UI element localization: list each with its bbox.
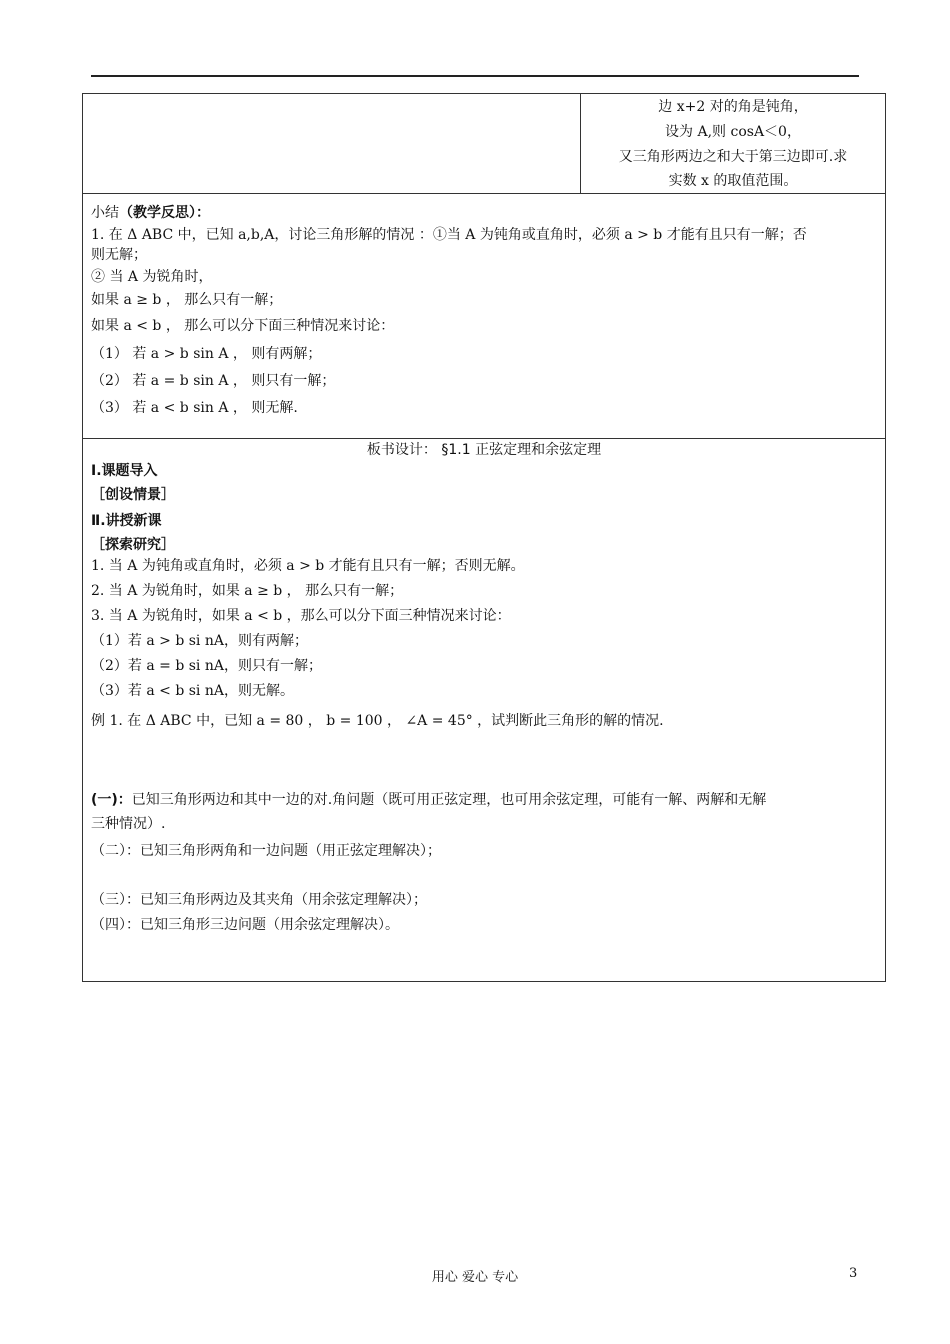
top-right-line: 实数 x 的取值范围。 [668,173,798,189]
section-subheading: ［创设情景］ [91,487,175,503]
summary-heading: 小结（教学反思）： [91,205,210,221]
board-point: 3. 当 A 为锐角时，如果 a < b ，那么可以分下面三种情况来讨论： [91,608,511,624]
footer-text: 用心 爱心 专心 [431,1270,519,1285]
board-case: （3）若 a < b si nA，则无解。 [91,683,294,699]
top-right-line: 边 x+2 对的角是钝角， [658,99,808,115]
summary-case: （1） 若 a > b sin A ， 则有两解； [91,346,322,362]
type-4: （四）：已知三角形三边问题（用余弦定理解决）。 [91,917,399,933]
top-left-cell [82,93,581,194]
type-1: (一)：已知三角形两边和其中一边的对.角问题（既可用正弦定理，也可用余弦定理，可能有一解、两解和无解 [91,792,767,808]
summary-line: 如果 a ≥ b ， 那么只有一解； [91,292,283,308]
type-3: （三）：已知三角形两边及其夹角（用余弦定理解决）； [91,892,427,908]
top-right-line: 设为 A,则 cosA＜0， [665,124,801,140]
section-subheading: ［探索研究］ [91,537,175,553]
section-heading: Ⅱ.讲授新课 [91,513,162,529]
top-right-cell [580,93,886,194]
board-point: 2. 当 A 为锐角时，如果 a ≥ b ， 那么只有一解； [91,583,404,599]
summary-case: （3） 若 a < b sin A ， 则无解. [91,400,298,416]
type-1-cont: 三种情况）. [91,816,166,832]
top-right-line: 又三角形两边之和大于第三边即可.求 [618,149,848,165]
summary-line: ② 当 A 为锐角时， [91,269,213,285]
summary-line: 则无解； [91,247,147,263]
summary-section [82,193,886,439]
board-case: （1）若 a > b si nA，则有两解； [91,633,308,649]
section-heading: Ⅰ.课题导入 [91,463,158,479]
example-1: 例 1. 在 Δ ABC 中，已知 a = 80 ， b = 100 ， ∠A = 45° ，试判断此三角形的解的情况. [91,713,664,729]
page-number: 3 [849,1266,858,1281]
board-title: 板书设计： §1.1 正弦定理和余弦定理 [366,442,602,458]
summary-line: 如果 a < b ， 那么可以分下面三种情况来讨论： [91,318,395,334]
board-point: 1. 当 A 为钝角或直角时，必须 a > b 才能有且只有一解；否则无解。 [91,558,525,574]
header-rule [91,75,859,77]
board-case: （2）若 a = b si nA，则只有一解； [91,658,322,674]
summary-line: 1. 在 Δ ABC 中，已知 a,b,A，讨论三角形解的情况 ：①当 A 为钝角或直角时，必须 a > b 才能有且只有一解；否 [91,227,807,243]
summary-case: （2） 若 a = b sin A ， 则只有一解； [91,373,336,389]
type-2: （二）：已知三角形两角和一边问题（用正弦定理解决）； [91,843,441,859]
board-design-section [82,438,886,982]
